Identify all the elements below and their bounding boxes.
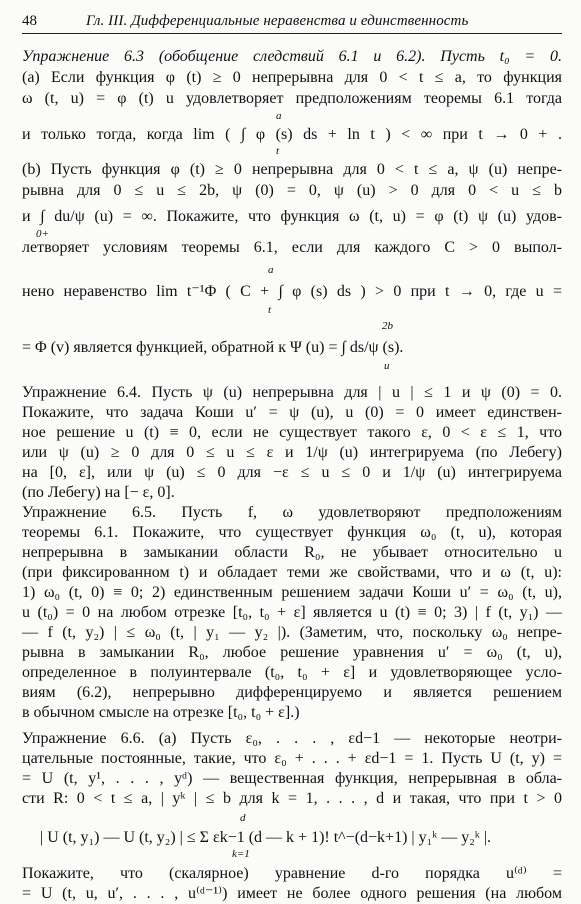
text-line: = U (t, y¹, . . . , yᵈ) — вещественная функция, непрерывная в обла- (22, 770, 562, 787)
exercise-6-4-title: Упражнение 6.4. Пусть ψ (u) непрерывна для | u | ≤ 1 и ψ (0) = 0. (22, 384, 562, 401)
integral-lower-limit: t (268, 304, 272, 316)
text-line: или ψ (u) ≥ 0 для 0 ≤ u ≤ ε и 1/ψ (u) интегрируема (по Лебегу) (22, 444, 562, 461)
text-line: на [0, ε], или ψ (u) ≤ 0 для −ε ≤ u ≤ 0 и 1/ψ (u) интегрируема (22, 464, 562, 481)
text-line: Покажите, что задача Коши u′ = ψ (u), u (0) = 0 имеет единствен- (22, 404, 562, 421)
text-line: — f (t, y₂) | ≤ ω₀ (t, | y₁ — y₂ |). (Заметим, что, поскольку ω₀ непре- (22, 624, 562, 641)
text-line: и только тогда, когда lim ( ∫ φ (s) ds + ln t ) < ∞ при t → 0 + . (22, 126, 562, 143)
integral-lower-limit: 0+ (36, 228, 49, 240)
header-rule (22, 33, 562, 34)
text-line: теоремы 6.1. Покажите, что существует функция ω₀ (t, u), которая (22, 524, 562, 541)
exercise-6-6-title: Упражнение 6.6. (a) Пусть ε₀, . . . , εd−1 — некоторые неотри- (22, 730, 562, 747)
integral-upper-limit: 2b (382, 320, 393, 332)
display-inequality: | U (t, y₁) — U (t, y₂) | ≤ Σ εk−1 (d — k + 1)! t^−(d−k+1) | y₁ᵏ — y₂ᵏ |. (40, 829, 492, 846)
integral-upper-limit: a (276, 110, 282, 122)
text-line: непрерывна в замыкании области R₀, не убывает относительно u (22, 544, 562, 561)
text-line: = U (t, u, u′, . . . , u⁽ᵈ⁻¹⁾) имеет не более одного решения (на любом (22, 885, 562, 902)
text-line: рывна в замыкании R₀, любое решение уравнения u′ = ω₀ (t, u), (22, 644, 562, 661)
text-line: нено неравенство lim t⁻¹Φ ( C + ∫ φ (s) ds ) > 0 при t → 0, где u = (22, 283, 562, 300)
text-line: (b) Пусть функция φ (t) ≥ 0 непрерывна для 0 < t ≤ a, ψ (u) непре- (22, 161, 562, 178)
sum-lower-limit: k=1 (232, 848, 250, 860)
text-line: = Φ (v) является функцией, обратной к Ψ (u) = ∫ ds/ψ (s). (22, 339, 404, 356)
exercise-6-5-title: Упражнение 6.5. Пусть f, ω удовлетворяют предположениям (22, 504, 562, 521)
text-line: в обычном смысле на отрезке [t₀, t₀ + ε].) (22, 704, 300, 721)
text-line: сти R: 0 < t ≤ a, | yᵏ | ≤ b для k = 1, . . . , d и такая, что при t > 0 (22, 790, 562, 807)
text-line: (a) Если функция φ (t) ≥ 0 непрерывна для 0 < t ≤ a, то функция (22, 69, 562, 86)
exercise-6-3-title: Упражнение 6.3 (обобщение следствий 6.1 и 6.2). Пусть t₀ = 0. (22, 48, 562, 65)
text-line: и ∫ du/ψ (u) = ∞. Покажите, что функция ω (t, u) = φ (t) ψ (u) удов- (22, 208, 562, 225)
text-line: определенное в полуинтервале (t₀, t₀ + ε] и удовлетворяющее усло- (22, 664, 562, 681)
text-line: цательные постоянные, такие, что ε₀ + . . . + εd−1 = 1. Пусть U (t, y) = (22, 750, 562, 767)
text-line: ное решение u (t) ≡ 0, если не существует такого ε, 0 < ε ≤ 1, что (22, 424, 562, 441)
running-title: Гл. III. Дифференциальные неравенства и единственность (86, 13, 469, 29)
text-line: 1) ω₀ (t, 0) ≡ 0; 2) единственным решением задачи Коши u′ = ω₀ (t, u), (22, 584, 562, 601)
text-line: Покажите, что (скалярное) уравнение d-го порядка u⁽ᵈ⁾ = (22, 865, 562, 882)
text-line: летворяет условиям теоремы 6.1, если для каждого C > 0 выпол- (22, 239, 562, 256)
text-line: (по Лебегу) на [− ε, 0]. (22, 484, 175, 501)
integral-upper-limit: a (268, 264, 274, 276)
text-line: (при фиксированном t) и обладает теми же свойствами, что и ω (t, u): (22, 564, 562, 581)
sum-upper-limit: d (240, 812, 246, 824)
page-number: 48 (22, 13, 37, 29)
integral-lower-limit: u (384, 360, 390, 372)
text-line: рывна для 0 ≤ u ≤ 2b, ψ (0) = 0, ψ (u) > 0 для 0 < u ≤ b (22, 182, 562, 199)
text-line: u (t₀) = 0 на любом отрезке [t₀, t₀ + ε] является u (t) ≡ 0; 3) | f (t, y₁) — (22, 604, 562, 621)
text-line: ω (t, u) = φ (t) u удовлетворяет предположениям теоремы 6.1 тогда (22, 90, 562, 107)
text-line: виям (6.2), непрерывно дифференцируемо и является решением (22, 684, 562, 701)
integral-lower-limit: t (276, 145, 280, 157)
